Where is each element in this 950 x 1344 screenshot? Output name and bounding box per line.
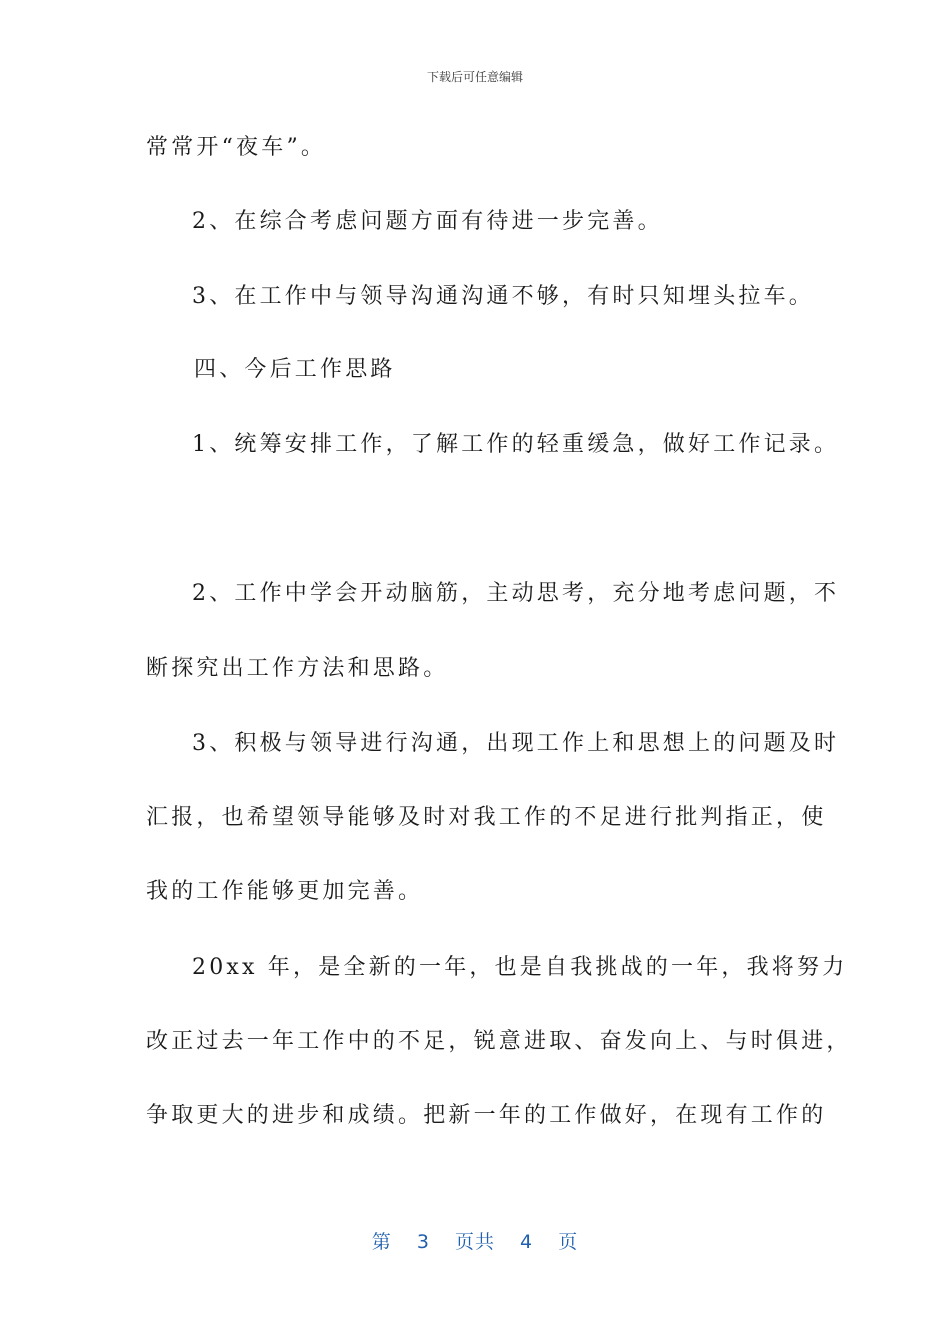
header-note: 下载后可任意编辑 [426, 70, 523, 84]
text-line: 争取更大的进步和成绩。把新一年的工作做好，在现有工作的 [146, 1103, 827, 1128]
text-line: 汇报，也希望领导能够及时对我工作的不足进行批判指正，使 [146, 805, 827, 830]
footer-middle: 页共 [454, 1231, 495, 1253]
text-line: 1、统筹安排工作，了解工作的轻重缓急，做好工作记录。 [192, 432, 840, 457]
current-page-number: 3 [416, 1231, 430, 1253]
text-line: 2、在综合考虑问题方面有待进一步完善。 [192, 209, 663, 234]
text-line: 3、在工作中与领导沟通沟通不够，有时只知埋头拉车。 [192, 284, 814, 309]
footer-suffix: 页 [558, 1231, 579, 1253]
text-line: 3、积极与领导进行沟通，出现工作上和思想上的问题及时 [192, 731, 840, 756]
text-line: 常常开“夜车”。 [146, 135, 327, 160]
total-page-number: 4 [520, 1231, 534, 1253]
text-line: 断探究出工作方法和思路。 [146, 656, 449, 681]
text-line: 20xx 年，是全新的一年，也是自我挑战的一年，我将努力 [192, 955, 848, 980]
text-line: 改正过去一年工作中的不足，锐意进取、奋发向上、与时俱进， [146, 1029, 852, 1054]
footer-prefix: 第 [371, 1231, 392, 1253]
page-footer [0, 1227, 950, 1254]
text-line: 2、工作中学会开动脑筋，主动思考，充分地考虑问题，不 [192, 581, 840, 606]
section-heading: 四、今后工作思路 [194, 357, 396, 382]
text-line: 我的工作能够更加完善。 [146, 879, 424, 904]
